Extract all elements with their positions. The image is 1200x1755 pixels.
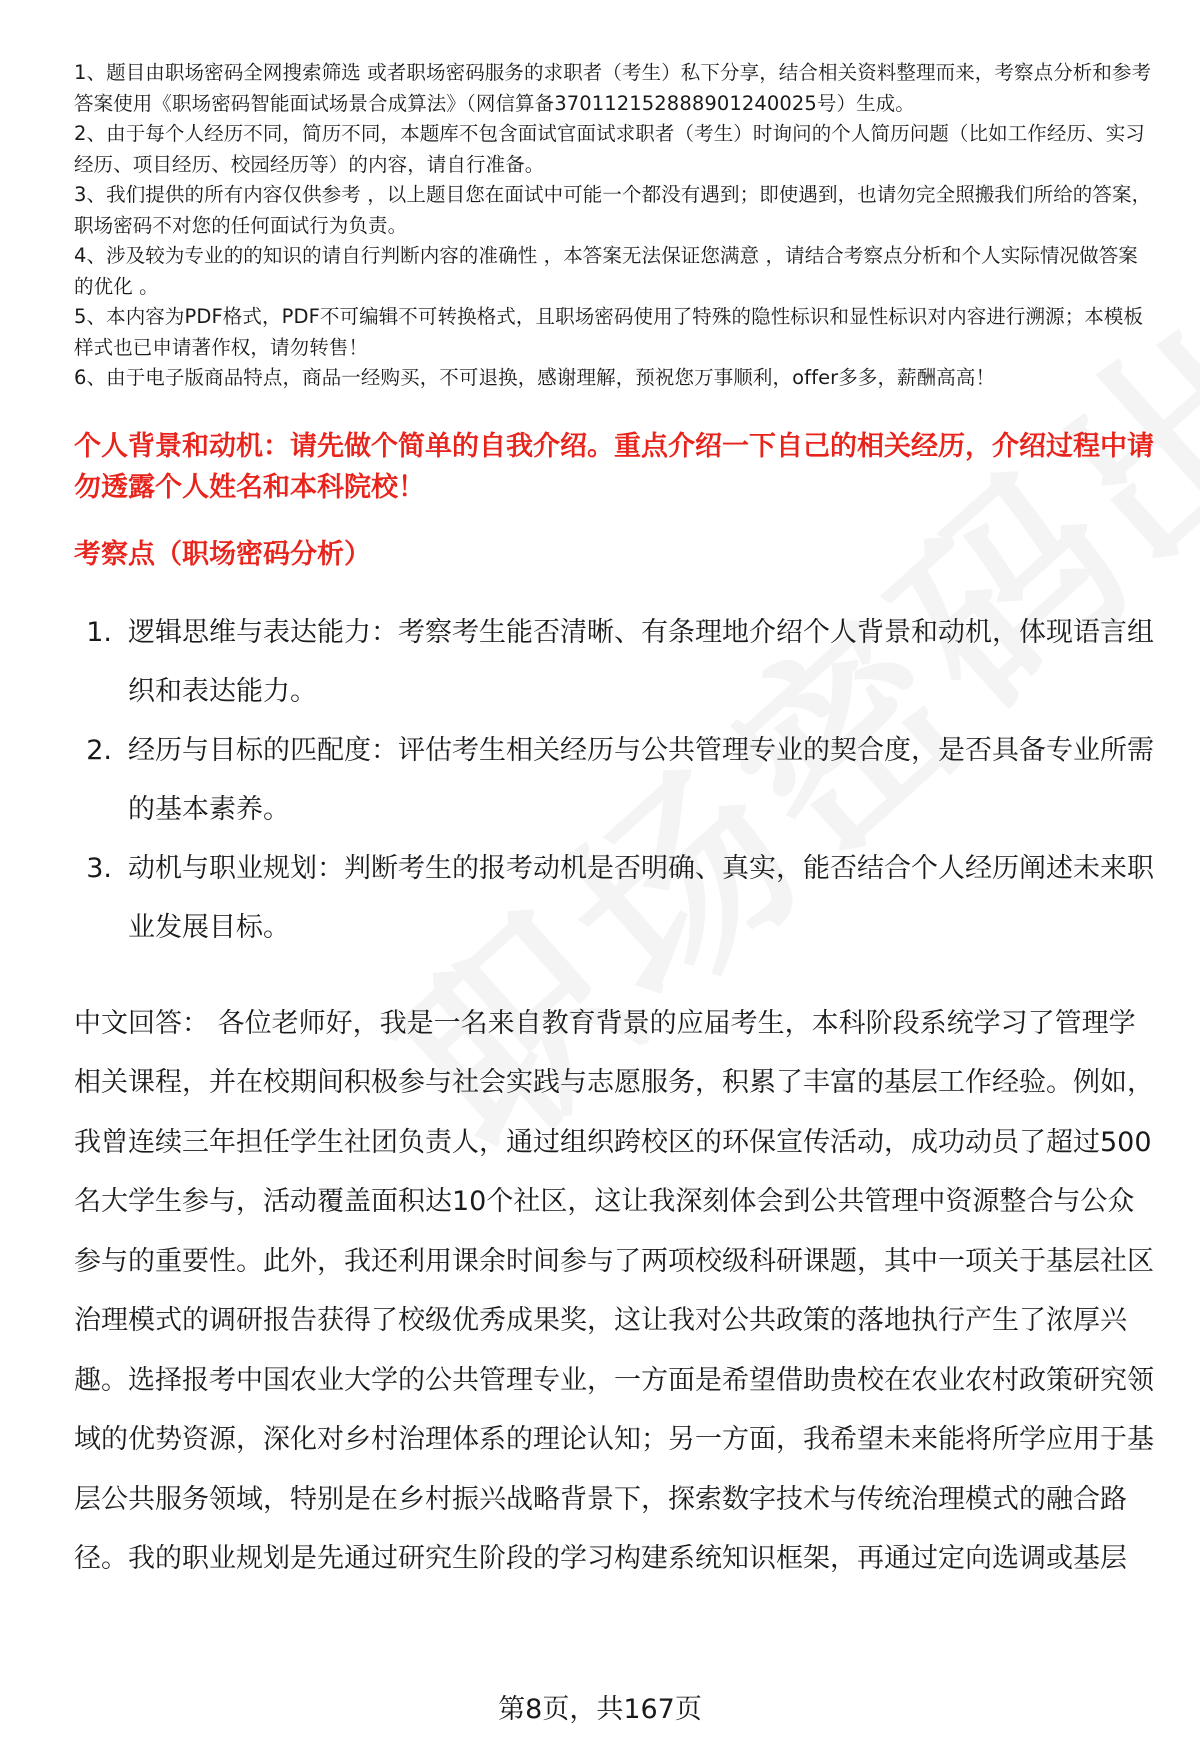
analysis-point [74, 839, 1154, 957]
point-number: 2. [86, 734, 112, 766]
notice-item: 2、由于每个人经历不同，简历不同，本题库不包含面试官面试求职者（考生）时询问的个人简历问题（比如工作经历、实习经历、项目经历、校园经历等）的内容，请自行准备。 [74, 122, 1145, 176]
notice-item: 5、本内容为PDF格式，PDF不可编辑不可转换格式，且职场密码使用了特殊的隐性标识和显性标识对内容进行溯源；本模板样式也已申请著作权，请勿转售！ [74, 305, 1144, 359]
notice-item: 4、涉及较为专业的的知识的请自行判断内容的准确性 ，本答案无法保证您满意 ，请结合考察点分析和个人实际情况做答案的优化 。 [74, 244, 1138, 298]
analysis-point [74, 603, 1154, 721]
answer-paragraph: 中文回答： 各位老师好，我是一名来自教育背景的应届考生，本科阶段系统学习了管理学相关课程，并在校期间积极参与社会实践与志愿服务，积累了丰富的基层工作经验。例如，我曾连续三年担任学生社团负责人，通过组织跨校区的环保宣传活动，成功动员了超过500名大学生参与，活动覆盖面积达10个社区，这让我深刻体会到公共管理中资源整合与公众参与的重要性。此外，我还利用课余时间参与了两项校级科研课题，其中一项关于基层社区治理模式的调研报告获得了校级优秀成果奖，这让我对公共政策的落地执行产生了浓厚兴趣。选择报考中国农业大学的公共管理专业，一方面是希望借助贵校在农业农村政策研究领域的优势资源，深化对乡村治理体系的理论认知；另一方面，我希望未来能将所学应用于基层公共服务领域，特别是在乡村振兴战略背景下，探索数字技术与传统治理模式的融合路径。我的职业规划是先通过研究生阶段的学习构建系统知识框架，再通过定向选调或基层 [74, 1007, 1154, 1574]
notice-list [74, 58, 1154, 394]
page-content [74, 58, 1154, 1589]
point-text: 动机与职业规划：判断考生的报考动机是否明确、真实，能否结合个人经历阐述未来职业发展目标。 [128, 852, 1154, 943]
analysis-point-list [74, 603, 1154, 957]
point-number: 3. [86, 852, 112, 884]
notice-item: 6、由于电子版商品特点，商品一经购买，不可退换，感谢理解，预祝您万事顺利，offer多多，薪酬高高！ [74, 366, 996, 389]
point-text: 经历与目标的匹配度：评估考生相关经历与公共管理专业的契合度，是否具备专业所需的基本素养。 [128, 734, 1154, 825]
page-number: 第8页，共167页 [498, 1694, 702, 1725]
notice-item: 3、我们提供的所有内容仅供参考 ，以上题目您在面试中可能一个都没有遇到；即使遇到，也请勿完全照搬我们所给的答案，职场密码不对您的任何面试行为负责。 [74, 183, 1152, 237]
analysis-heading: 考察点（职场密码分析） [74, 538, 371, 570]
notice-item: 1、题目由职场密码全网搜索筛选 或者职场密码服务的求职者（考生）私下分享，结合相关资料整理而来，考察点分析和参考答案使用《职场密码智能面试场景合成算法》（网信算备370112152888901240025号）生成。 [74, 61, 1152, 115]
point-number: 1. [86, 616, 112, 648]
analysis-point [74, 721, 1154, 839]
question-heading: 个人背景和动机：请先做个简单的自我介绍。重点介绍一下自己的相关经历，介绍过程中请勿透露个人姓名和本科院校！ [74, 430, 1154, 503]
point-text: 逻辑思维与表达能力：考察考生能否清晰、有条理地介绍个人背景和动机，体现语言组织和表达能力。 [128, 616, 1154, 707]
